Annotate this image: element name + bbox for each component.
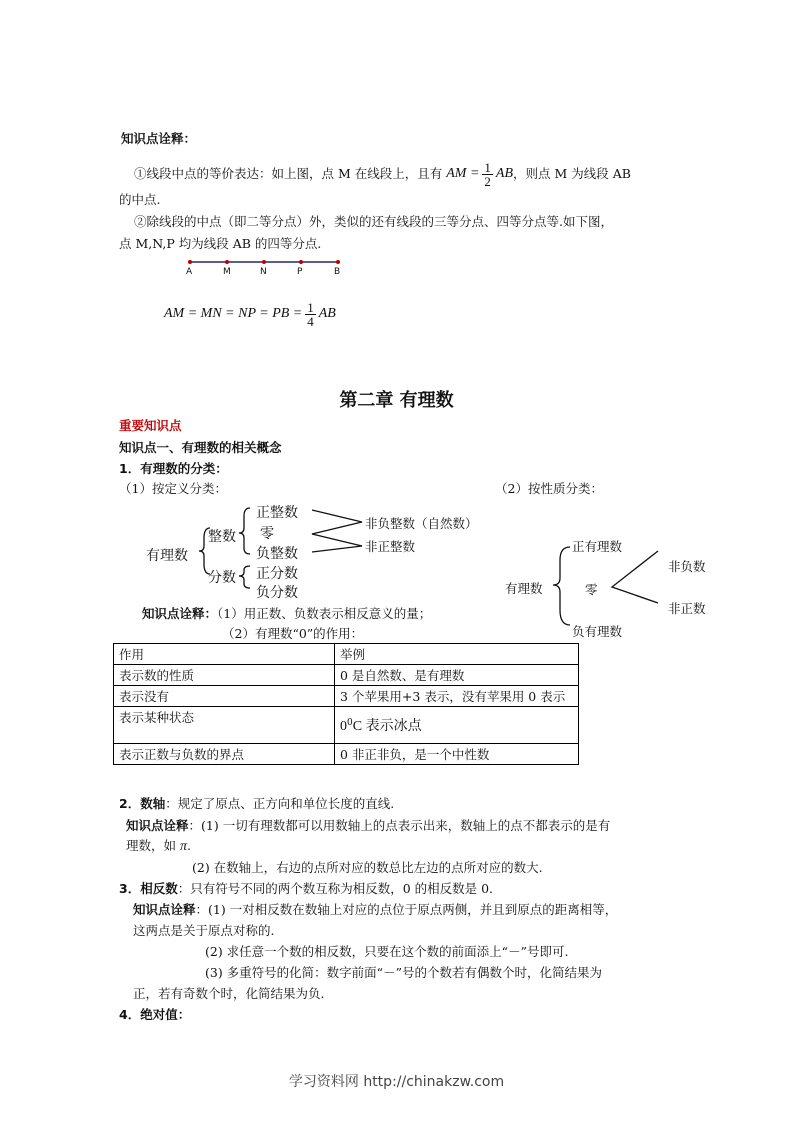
tree1-zero: 零	[260, 526, 274, 542]
note-label: 知识点诠释	[126, 818, 189, 833]
quarter-formula	[164, 298, 336, 330]
numerator: 1	[484, 159, 491, 175]
table-header-row	[114, 644, 579, 665]
note3-line4: (3) 多重符号的化简：数字前面“－”号的个数若有偶数个时，化简结果为	[205, 965, 602, 980]
tree2-nonnegative: 非负数	[668, 559, 706, 574]
tree2-nonpositive: 非正数	[668, 601, 706, 616]
tree1-integer: 整数	[208, 529, 236, 545]
heading: 3．相反数	[119, 881, 178, 896]
table-cell: 0 是自然数、是有理数	[335, 665, 579, 686]
text: ，则点 M 为线段 AB	[513, 166, 631, 181]
tree2-zero: 零	[585, 582, 598, 597]
text: ：只有符号不同的两个数互称为相反数，0 的相反数是 0.	[177, 881, 494, 896]
note3-line2: 这两点是关于原点对称的.	[133, 923, 275, 938]
tree2-negative: 负有理数	[572, 624, 623, 639]
zero-role-table	[113, 643, 579, 765]
table-cell	[335, 707, 579, 744]
point-dot	[336, 260, 340, 264]
tree1-positive-integer: 正整数	[256, 505, 298, 521]
formula-lhs: AM =	[446, 166, 480, 181]
note3-line5: 正，若有奇数个时，化简结果为负.	[133, 986, 325, 1001]
tree1-root: 有理数	[146, 548, 188, 564]
heading: 4．绝对值	[119, 1007, 178, 1022]
brace-integer	[239, 508, 250, 554]
tree1-nonpositive: 非正整数	[365, 539, 416, 554]
text: ：规定了原点、正方向和单位长度的直线.	[165, 796, 395, 811]
heading: 2．数轴	[119, 796, 166, 811]
chapter-title: 第二章 有理数	[339, 390, 454, 411]
table-row	[114, 707, 579, 744]
degree-superscript: 0	[347, 717, 353, 728]
midpoint-definition-end: 的中点.	[119, 192, 161, 207]
point-dot	[262, 260, 266, 264]
point-label-m: M	[223, 267, 231, 277]
point-label-n: N	[260, 267, 267, 277]
heading-colon: ：	[177, 1007, 191, 1022]
table-cell: 表示数的性质	[114, 665, 335, 686]
fraction-half	[482, 161, 493, 188]
tree1-fraction: 分数	[208, 570, 236, 586]
table-cell: 表示正数与负数的界点	[114, 744, 335, 765]
note-label: 知识点诠释：	[142, 606, 218, 621]
note1-line2: （2）有理数“0”的作用：	[222, 626, 364, 641]
table-cell: 表示没有	[114, 686, 335, 707]
denominator: 4	[307, 313, 314, 329]
table-header-cell: 作用	[114, 644, 335, 665]
note2-line2	[126, 838, 191, 855]
quarter-points-text: ②除线段的中点（即二等分点）外，类似的还有线段的三等分点、四等分点等.如下图，	[134, 214, 613, 229]
classification-heading: 1．有理数的分类：	[119, 461, 228, 476]
pi-symbol: π	[180, 839, 188, 854]
fraction-quarter	[305, 301, 316, 328]
zigzag-lines	[612, 551, 658, 603]
tree2-positive: 正有理数	[572, 539, 623, 554]
opposite-number-definition	[119, 881, 493, 897]
text: ①线段中点的等价表达：如上图，点 M 在线段上，且有	[134, 166, 443, 181]
table-row	[114, 744, 579, 765]
brace-fraction	[239, 566, 250, 588]
note3-line1	[133, 902, 617, 918]
tree1-positive-fraction: 正分数	[256, 566, 298, 582]
number-line-definition	[119, 796, 394, 812]
point-dot	[225, 260, 229, 264]
note-text: ：(1) 一切有理数都可以用数轴上的点表示出来，数轴上的点不都表示的是有	[188, 818, 611, 833]
note-label: 知识点诠释	[133, 902, 196, 917]
formula-rhs: AB	[495, 166, 514, 181]
footer-watermark: 学习资料网 http://chinakzw.com	[288, 1074, 505, 1090]
note1-line1	[142, 606, 431, 622]
point-dot	[188, 260, 192, 264]
formula-lhs: AM = MN = NP = PB =	[164, 306, 303, 321]
classification-by-definition: （1）按定义分类：	[119, 481, 227, 496]
tree1-nonnegative: 非负整数（自然数）	[365, 516, 478, 531]
note-heading: 知识点诠释：	[121, 131, 197, 146]
table-cell: 0 非正非负，是一个中性数	[335, 744, 579, 765]
table-row	[114, 686, 579, 707]
point-label-b: B	[334, 267, 341, 277]
freezing-point-text: C 表示冰点	[352, 719, 422, 734]
classification-by-property: （2）按性质分类：	[495, 481, 603, 496]
note2-line3: (2) 在数轴上，右边的点所对应的数总比左边的点所对应的数大.	[192, 860, 543, 875]
zigzag-lines	[312, 510, 362, 552]
segment-diagram	[180, 255, 355, 280]
note-text: 理数，如	[126, 838, 177, 853]
numerator: 1	[307, 299, 314, 315]
brace-root	[553, 547, 570, 625]
note3-line3: (2) 求任意一个数的相反数，只要在这个数的前面添上“－”号即可.	[205, 944, 569, 959]
note-text: .	[187, 838, 191, 853]
table-cell: 3 个苹果用+3 表示，没有苹果用 0 表示	[335, 686, 579, 707]
table-row	[114, 665, 579, 686]
tree1-negative-integer: 负整数	[256, 546, 298, 562]
absolute-value-heading	[119, 1007, 190, 1023]
quarter-points-text-2: 点 M,N,P 均为线段 AB 的四等分点.	[119, 236, 322, 251]
formula-rhs: AB	[318, 306, 336, 321]
denominator: 2	[484, 173, 491, 189]
zero-value: 0	[340, 719, 347, 734]
note2-line1	[126, 818, 610, 834]
note-text: （1）用正数、负数表示相反意义的量；	[217, 606, 432, 621]
midpoint-definition	[134, 160, 631, 188]
note-text: ：(1) 一对相反数在数轴上对应的点位于原点两侧，并且到原点的距离相等，	[195, 902, 618, 917]
table-header-cell: 举例	[335, 644, 579, 665]
table-cell: 表示某种状态	[114, 707, 335, 744]
knowledge-point-1: 知识点一、有理数的相关概念	[119, 440, 282, 455]
point-dot	[299, 260, 303, 264]
tree2-root: 有理数	[505, 581, 543, 596]
point-label-p: P	[297, 267, 303, 277]
tree1-negative-fraction: 负分数	[256, 585, 298, 601]
point-label-a: A	[186, 267, 193, 277]
important-heading: 重要知识点	[119, 418, 182, 433]
